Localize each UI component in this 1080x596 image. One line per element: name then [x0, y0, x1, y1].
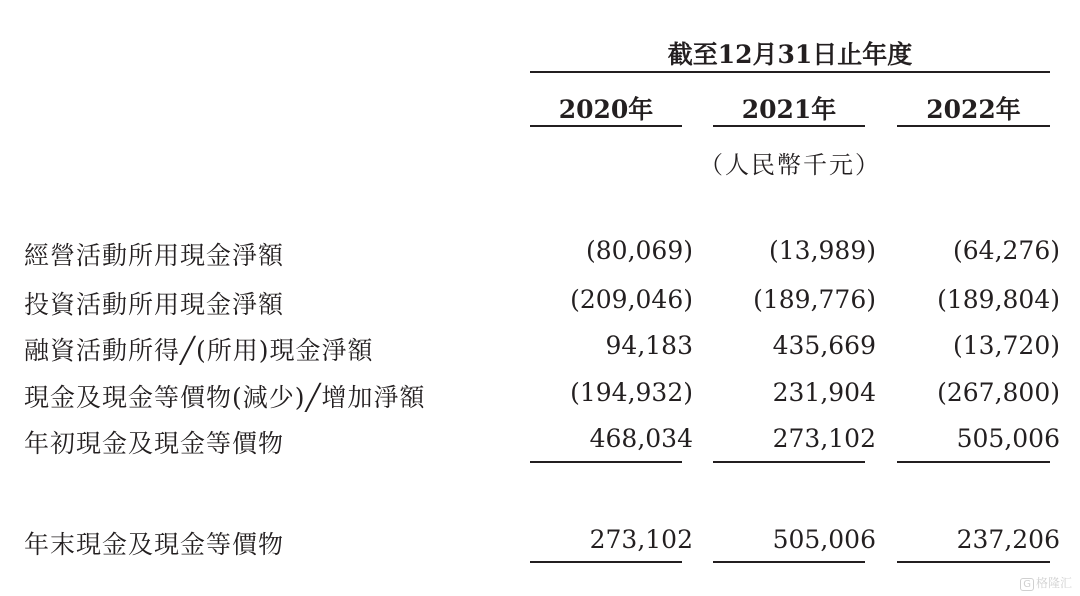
- year-2022-header: 2022年: [926, 95, 1021, 124]
- subtotal-rule-2022: [897, 461, 1050, 463]
- watermark: [1020, 574, 1072, 591]
- row-value: (189,776): [753, 285, 876, 314]
- year-2021-header: 2021年: [741, 95, 837, 124]
- row-label-net-change: 現金及現金等價物(減少)╱增加淨額: [24, 383, 426, 412]
- row-value: 273,102: [772, 424, 876, 453]
- row-value: (80,069): [586, 236, 693, 265]
- header-rule: [530, 71, 1050, 73]
- year-rule-2021: [713, 125, 865, 127]
- total-value: 273,102: [589, 525, 693, 554]
- total-rule-2022: [897, 561, 1050, 563]
- row-label-ending: 年末現金及現金等價物: [24, 530, 285, 559]
- row-value: (194,932): [570, 378, 693, 407]
- total-value: 505,006: [772, 525, 876, 554]
- year-2020-header: 2020年: [558, 95, 654, 124]
- row-label-beginning: 年初現金及現金等價物: [24, 429, 285, 458]
- year-rule-2022: [897, 125, 1050, 127]
- row-value: (209,046): [570, 285, 693, 314]
- subtotal-rule-2020: [530, 461, 682, 463]
- row-value: (13,989): [769, 236, 876, 265]
- watermark-text: 格隆汇: [1035, 576, 1072, 590]
- total-rule-2021: [713, 561, 865, 563]
- unit-label: （人民幣千元）: [699, 151, 881, 179]
- total-rule-2020: [530, 561, 682, 563]
- row-label-financing: 融資活動所得╱(所用)現金淨額: [24, 336, 374, 365]
- row-value: 435,669: [772, 331, 876, 360]
- row-value: 231,904: [772, 378, 876, 407]
- subtotal-rule-2021: [713, 461, 865, 463]
- total-value: 237,206: [956, 525, 1060, 554]
- period-title: 截至12月31日止年度: [667, 40, 913, 69]
- row-value: 94,183: [605, 331, 693, 360]
- row-value: 505,006: [956, 424, 1060, 453]
- row-value: (13,720): [953, 331, 1060, 360]
- row-label-operating: 經營活動所用現金淨額: [24, 241, 285, 270]
- row-label-investing: 投資活動所用現金淨額: [24, 290, 285, 319]
- row-value: (64,276): [953, 236, 1060, 265]
- row-value: (189,804): [937, 285, 1060, 314]
- row-value: 468,034: [589, 424, 693, 453]
- year-rule-2020: [530, 125, 682, 127]
- watermark-logo-icon: G: [1020, 578, 1034, 591]
- row-value: (267,800): [937, 378, 1060, 407]
